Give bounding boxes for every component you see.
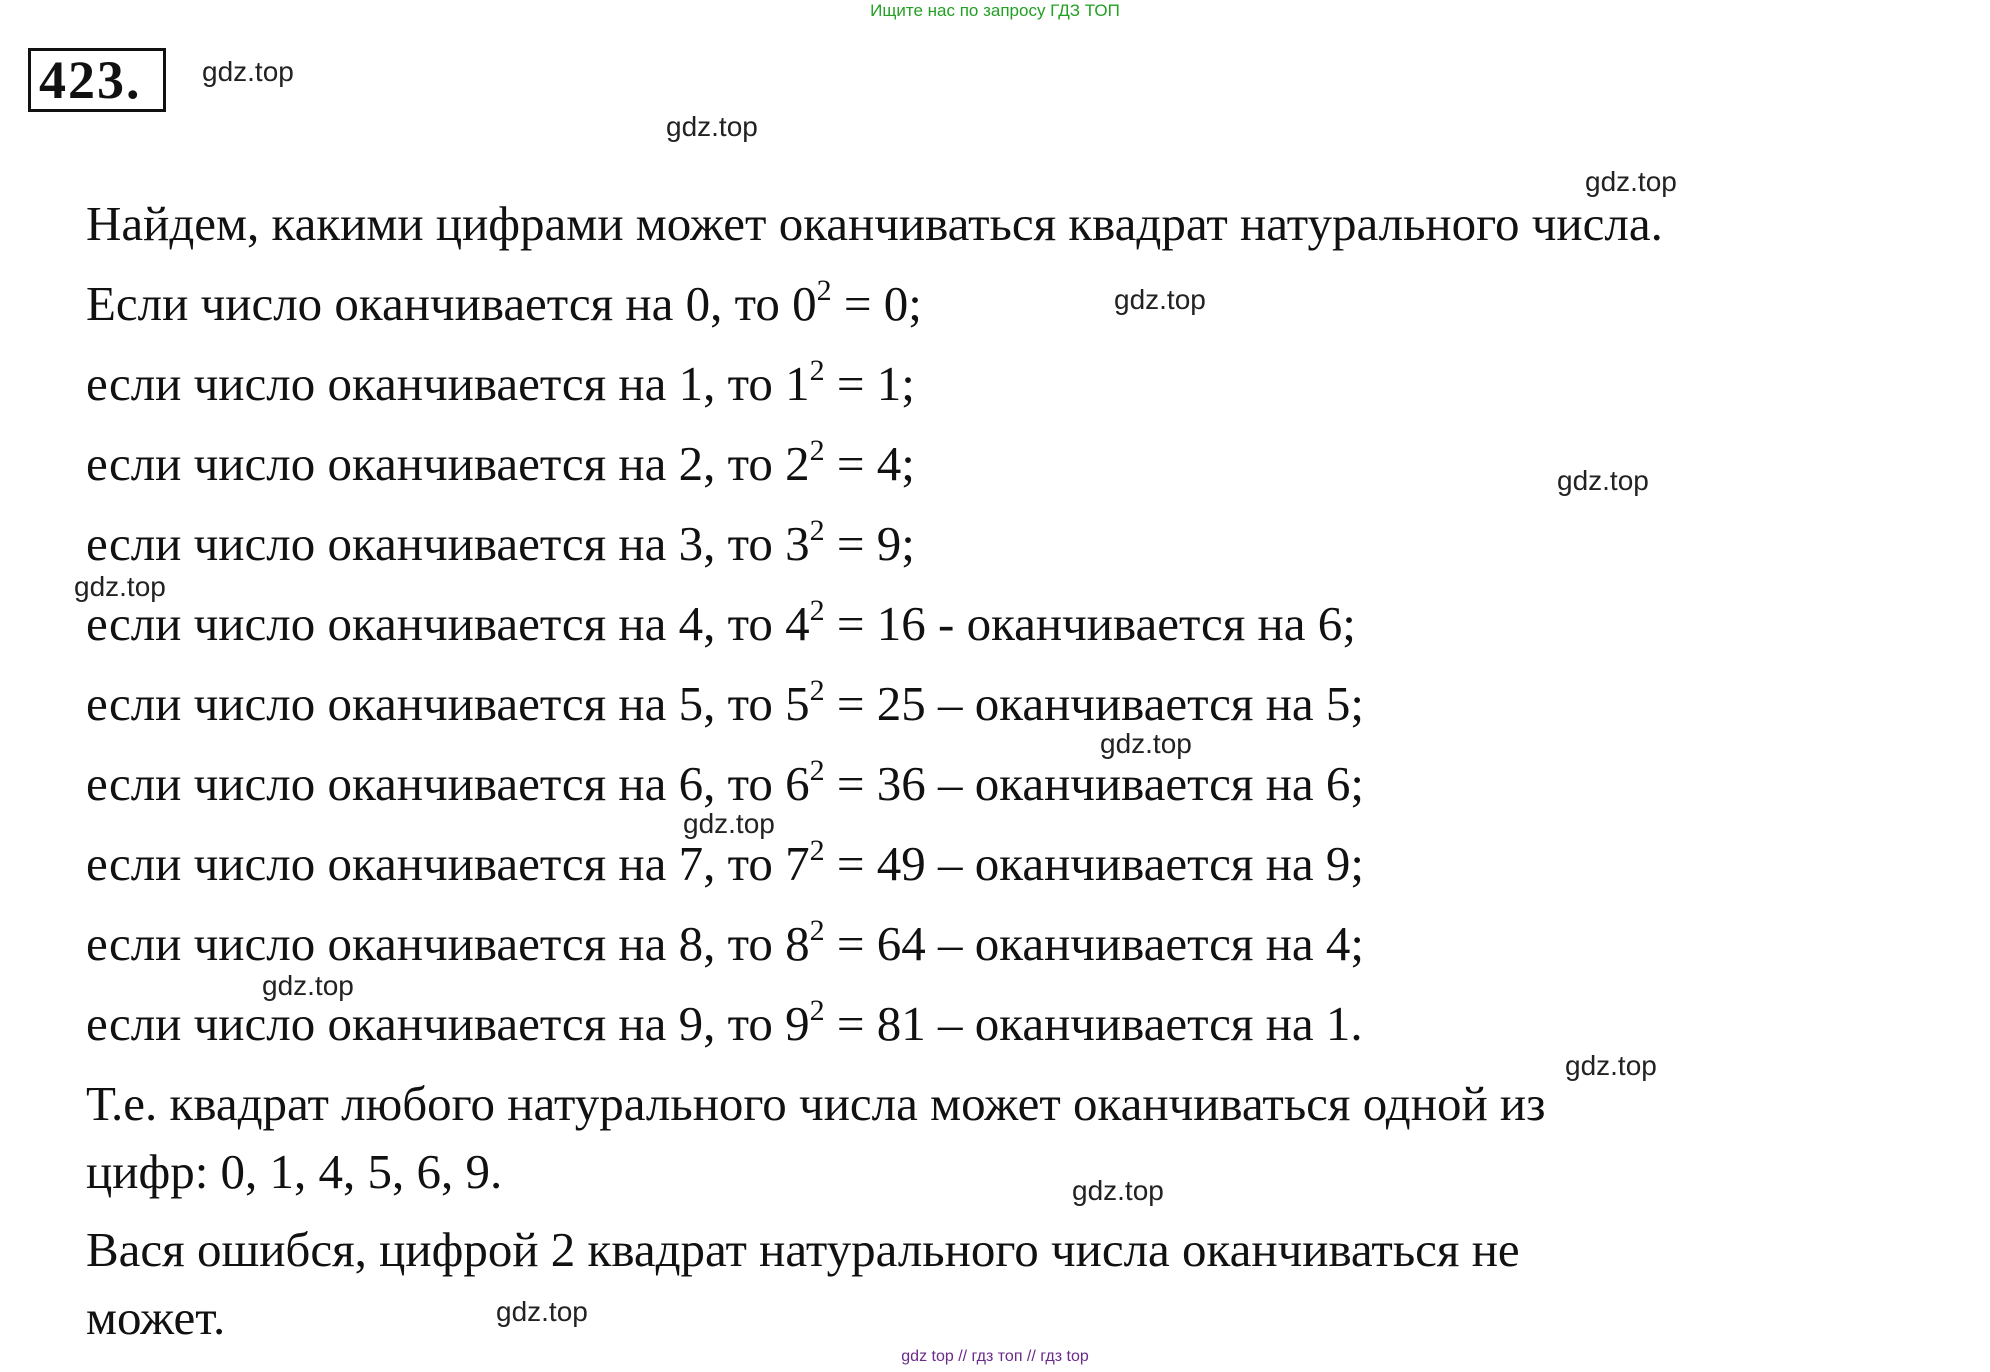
case-line-8	[86, 916, 1364, 972]
watermark: gdz.top	[1114, 284, 1206, 315]
case-text: если число оканчивается на 5, то 5	[86, 676, 810, 731]
case-result: = 81 – оканчивается на 1.	[824, 996, 1363, 1051]
exponent: 2	[809, 594, 825, 627]
case-line-5	[86, 676, 1364, 732]
exponent: 2	[809, 434, 825, 467]
case-result: = 64 – оканчивается на 4;	[824, 916, 1365, 971]
watermark: gdz.top	[1100, 728, 1192, 759]
case-line-6	[86, 756, 1364, 812]
footer: gdz top // гдз топ // гдз top	[901, 1348, 1089, 1365]
case-line-2	[86, 436, 915, 492]
case-text: если число оканчивается на 4, то 4	[86, 596, 810, 651]
case-result: = 16 - оканчивается на 6;	[824, 596, 1356, 651]
case-result: = 1;	[824, 356, 915, 411]
answer-line-2: может.	[86, 1290, 226, 1345]
case-text: если число оканчивается на 7, то 7	[86, 836, 810, 891]
exponent: 2	[816, 274, 832, 307]
exponent: 2	[809, 914, 825, 947]
case-result: = 9;	[824, 516, 915, 571]
case-result: = 4;	[824, 436, 915, 491]
watermark: gdz.top	[202, 56, 294, 87]
exponent: 2	[809, 834, 825, 867]
case-text: Если число оканчивается на 0, то 0	[86, 276, 817, 331]
exponent: 2	[809, 754, 825, 787]
case-line-1	[86, 356, 915, 412]
case-text: если число оканчивается на 8, то 8	[86, 916, 810, 971]
intro-line: Найдем, какими цифрами может оканчиваться квадрат натурального числа.	[86, 196, 1663, 251]
case-text: если число оканчивается на 1, то 1	[86, 356, 810, 411]
exponent: 2	[809, 994, 825, 1027]
case-text: если число оканчивается на 2, то 2	[86, 436, 810, 491]
watermark: gdz.top	[1072, 1175, 1164, 1206]
case-line-9	[86, 996, 1363, 1052]
case-line-7	[86, 836, 1364, 892]
watermark: gdz.top	[74, 571, 166, 602]
case-line-0	[86, 276, 922, 332]
watermark: gdz.top	[262, 970, 354, 1001]
exponent: 2	[809, 514, 825, 547]
answer-line-1: Вася ошибся, цифрой 2 квадрат натурального числа оканчиваться не	[86, 1222, 1520, 1277]
case-text: если число оканчивается на 9, то 9	[86, 996, 810, 1051]
case-result: = 36 – оканчивается на 6;	[824, 756, 1365, 811]
case-result: = 0;	[831, 276, 922, 331]
task-number: 423.	[28, 48, 166, 112]
exponent: 2	[809, 354, 825, 387]
case-result: = 25 – оканчивается на 5;	[824, 676, 1365, 731]
case-text: если число оканчивается на 6, то 6	[86, 756, 810, 811]
case-result: = 49 – оканчивается на 9;	[824, 836, 1365, 891]
conclusion-line-1: Т.е. квадрат любого натурального числа может оканчиваться одной из	[86, 1076, 1546, 1131]
conclusion-line-2: цифр: 0, 1, 4, 5, 6, 9.	[86, 1144, 503, 1199]
case-line-4	[86, 596, 1356, 652]
watermark: gdz.top	[683, 808, 775, 839]
top-banner: Ищите нас по запросу ГДЗ ТОП	[870, 1, 1120, 20]
watermark: gdz.top	[496, 1296, 588, 1327]
case-text: если число оканчивается на 3, то 3	[86, 516, 810, 571]
watermark: gdz.top	[1565, 1050, 1657, 1081]
case-line-3	[86, 516, 915, 572]
exponent: 2	[809, 674, 825, 707]
watermark: gdz.top	[1557, 465, 1649, 496]
watermark: gdz.top	[666, 111, 758, 142]
watermark: gdz.top	[1585, 166, 1677, 197]
